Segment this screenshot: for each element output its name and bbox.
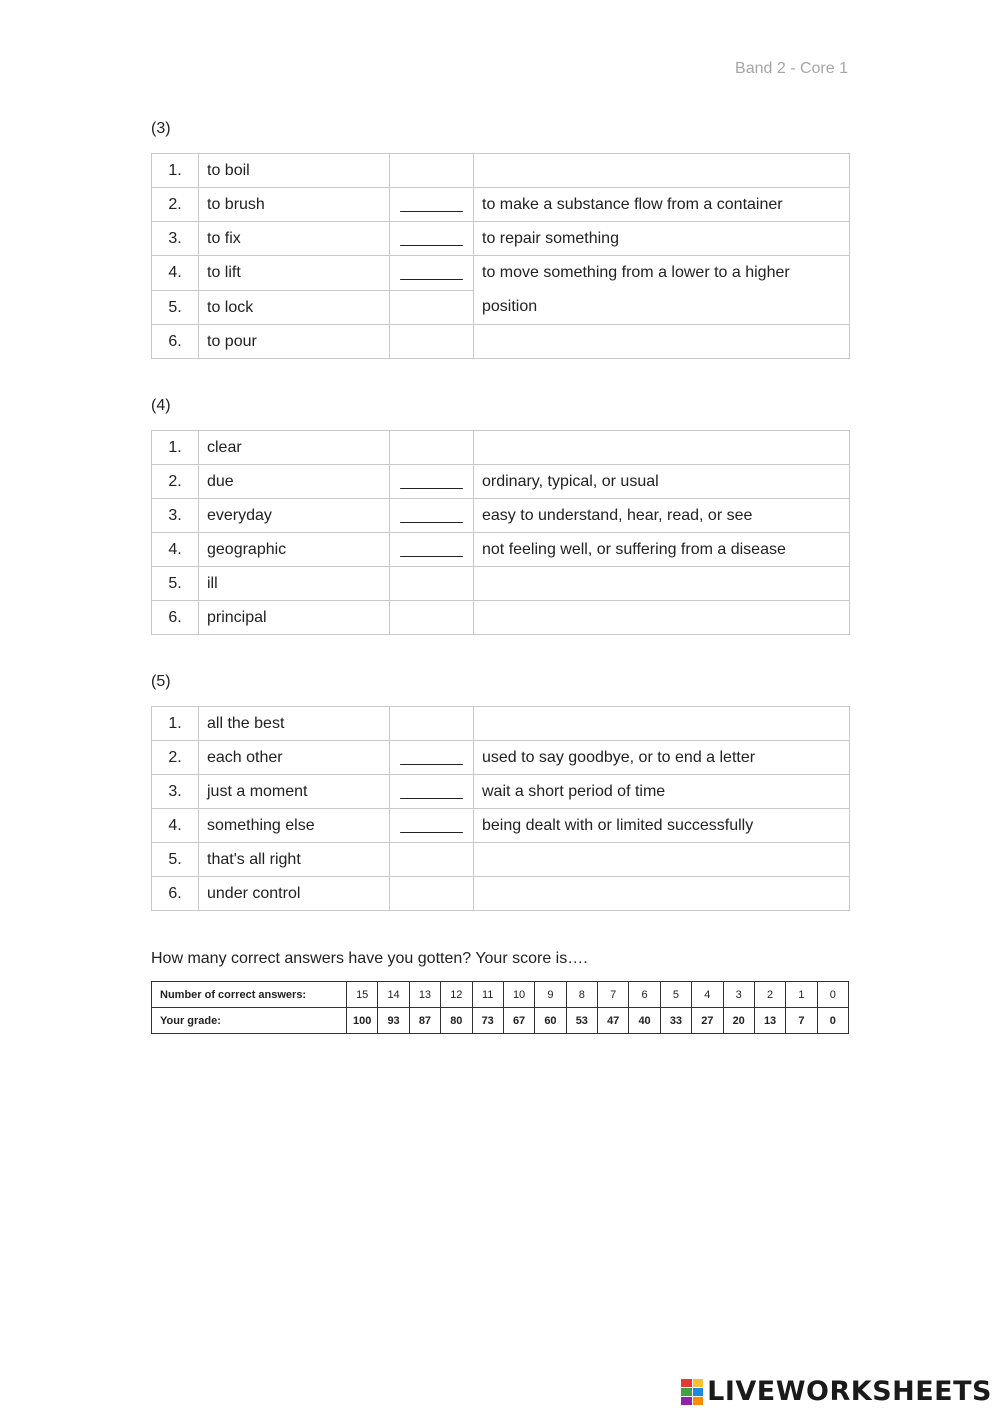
- answer-count: 12: [441, 982, 472, 1008]
- grade-value: 7: [786, 1008, 817, 1034]
- grade-value: 40: [629, 1008, 660, 1034]
- definition-cell: not feeling well, or suffering from a disease: [474, 533, 850, 567]
- answer-count: 15: [347, 982, 378, 1008]
- definition-cell: [474, 843, 850, 877]
- logo-tile: [693, 1388, 704, 1396]
- word-cell: to brush: [199, 188, 390, 222]
- table-row: [152, 809, 850, 843]
- section-label: (4): [151, 397, 171, 414]
- grade-value: 67: [503, 1008, 534, 1034]
- answer-count: 11: [472, 982, 503, 1008]
- word-cell: to lift: [199, 256, 390, 291]
- answer-count: 1: [786, 982, 817, 1008]
- definition-cell: ordinary, typical, or usual: [474, 465, 850, 499]
- answer-blank[interactable]: [390, 431, 474, 465]
- definition-cell: being dealt with or limited successfully: [474, 809, 850, 843]
- table-row: [152, 843, 850, 877]
- table-row: [152, 465, 850, 499]
- word-cell: something else: [199, 809, 390, 843]
- word-cell: all the best: [199, 707, 390, 741]
- row-number: 1.: [152, 707, 199, 741]
- answer-blank[interactable]: [390, 567, 474, 601]
- table-row: [152, 499, 850, 533]
- answer-blank[interactable]: [390, 325, 474, 359]
- definition-cell: [474, 707, 850, 741]
- row-number: 6.: [152, 877, 199, 911]
- answers-label: Number of correct answers:: [152, 982, 347, 1008]
- answer-blank[interactable]: _______: [390, 188, 474, 222]
- row-number: 1.: [152, 154, 199, 188]
- table-row: [152, 775, 850, 809]
- table-row: [152, 877, 850, 911]
- row-number: 4.: [152, 256, 199, 291]
- definition-cell: wait a short period of time: [474, 775, 850, 809]
- table-row: [152, 325, 850, 359]
- logo-tile: [693, 1397, 704, 1405]
- row-number: 3.: [152, 775, 199, 809]
- logo-tile: [681, 1397, 692, 1405]
- answer-count: 3: [723, 982, 754, 1008]
- word-cell: due: [199, 465, 390, 499]
- answer-blank[interactable]: _______: [390, 533, 474, 567]
- logo-mark-icon: [681, 1379, 703, 1405]
- grade-value: 93: [378, 1008, 409, 1034]
- row-number: 2.: [152, 465, 199, 499]
- answer-blank[interactable]: [390, 877, 474, 911]
- word-cell: under control: [199, 877, 390, 911]
- logo-text: LIVEWORKSHEETS: [707, 1376, 992, 1407]
- table-row: [152, 533, 850, 567]
- answer-blank[interactable]: _______: [390, 256, 474, 291]
- grade-table: [151, 981, 849, 1034]
- answer-blank[interactable]: _______: [390, 222, 474, 256]
- definition-cell: to make a substance flow from a container: [474, 188, 850, 222]
- answer-count: 7: [598, 982, 629, 1008]
- word-cell: each other: [199, 741, 390, 775]
- answer-count: 9: [535, 982, 566, 1008]
- header-band-label: Band 2 - Core 1: [735, 60, 848, 77]
- grade-value: 73: [472, 1008, 503, 1034]
- logo-tile: [681, 1388, 692, 1396]
- row-number: 4.: [152, 809, 199, 843]
- table-row: [152, 154, 850, 188]
- row-number: 4.: [152, 533, 199, 567]
- grade-value: 53: [566, 1008, 597, 1034]
- answer-blank[interactable]: [390, 290, 474, 325]
- definition-cell: [474, 325, 850, 359]
- matching-table-3: [151, 153, 850, 359]
- answer-blank[interactable]: [390, 154, 474, 188]
- grade-value: 80: [441, 1008, 472, 1034]
- grade-label: Your grade:: [152, 1008, 347, 1034]
- logo-tile: [693, 1379, 704, 1387]
- grade-value: 20: [723, 1008, 754, 1034]
- answer-count: 2: [754, 982, 785, 1008]
- answer-count: 5: [660, 982, 691, 1008]
- table-row: [152, 256, 850, 291]
- definition-cell: [474, 154, 850, 188]
- answer-count: 0: [817, 982, 848, 1008]
- grades-row: [152, 1008, 849, 1034]
- grade-value: 0: [817, 1008, 848, 1034]
- answer-blank[interactable]: _______: [390, 499, 474, 533]
- table-row: [152, 222, 850, 256]
- definition-cell: [474, 877, 850, 911]
- definition-cell: easy to understand, hear, read, or see: [474, 499, 850, 533]
- definition-cell: [474, 601, 850, 635]
- word-cell: to lock: [199, 290, 390, 325]
- liveworksheets-logo[interactable]: [681, 1376, 992, 1407]
- definition-cell: [474, 256, 850, 325]
- grade-value: 100: [347, 1008, 378, 1034]
- table-row: [152, 188, 850, 222]
- word-cell: everyday: [199, 499, 390, 533]
- row-number: 2.: [152, 741, 199, 775]
- answer-blank[interactable]: _______: [390, 809, 474, 843]
- answer-blank[interactable]: [390, 843, 474, 877]
- word-cell: to pour: [199, 325, 390, 359]
- table-row: [152, 601, 850, 635]
- matching-table-5: [151, 706, 850, 911]
- answer-blank[interactable]: [390, 601, 474, 635]
- answer-count: 6: [629, 982, 660, 1008]
- table-row: [152, 741, 850, 775]
- grade-value: 33: [660, 1008, 691, 1034]
- answer-blank[interactable]: [390, 707, 474, 741]
- answer-count: 8: [566, 982, 597, 1008]
- answers-row: [152, 982, 849, 1008]
- table-row: [152, 707, 850, 741]
- logo-tile: [681, 1379, 692, 1387]
- grade-value: 27: [692, 1008, 723, 1034]
- row-number: 3.: [152, 499, 199, 533]
- definition-cell: used to say goodbye, or to end a letter: [474, 741, 850, 775]
- grade-value: 13: [754, 1008, 785, 1034]
- word-cell: ill: [199, 567, 390, 601]
- row-number: 3.: [152, 222, 199, 256]
- grade-value: 60: [535, 1008, 566, 1034]
- row-number: 5.: [152, 843, 199, 877]
- definition-cell: [474, 431, 850, 465]
- word-cell: principal: [199, 601, 390, 635]
- row-number: 2.: [152, 188, 199, 222]
- section-label: (3): [151, 120, 171, 137]
- word-cell: geographic: [199, 533, 390, 567]
- answer-count: 13: [409, 982, 440, 1008]
- row-number: 1.: [152, 431, 199, 465]
- definition-line: to move something from a lower to a higher: [482, 264, 790, 281]
- word-cell: that's all right: [199, 843, 390, 877]
- word-cell: clear: [199, 431, 390, 465]
- word-cell: to boil: [199, 154, 390, 188]
- answer-count: 4: [692, 982, 723, 1008]
- row-number: 5.: [152, 290, 199, 325]
- table-row: [152, 567, 850, 601]
- word-cell: just a moment: [199, 775, 390, 809]
- definition-line: position: [482, 298, 538, 315]
- answer-count: 10: [503, 982, 534, 1008]
- table-row: [152, 431, 850, 465]
- definition-cell: [474, 567, 850, 601]
- grade-value: 47: [598, 1008, 629, 1034]
- row-number: 6.: [152, 601, 199, 635]
- section-label: (5): [151, 673, 171, 690]
- answer-count: 14: [378, 982, 409, 1008]
- answer-blank[interactable]: _______: [390, 465, 474, 499]
- answer-blank[interactable]: _______: [390, 775, 474, 809]
- row-number: 6.: [152, 325, 199, 359]
- score-question: How many correct answers have you gotten? Your score is….: [151, 950, 588, 967]
- definition-cell: to repair something: [474, 222, 850, 256]
- row-number: 5.: [152, 567, 199, 601]
- word-cell: to fix: [199, 222, 390, 256]
- grade-value: 87: [409, 1008, 440, 1034]
- matching-table-4: [151, 430, 850, 635]
- answer-blank[interactable]: _______: [390, 741, 474, 775]
